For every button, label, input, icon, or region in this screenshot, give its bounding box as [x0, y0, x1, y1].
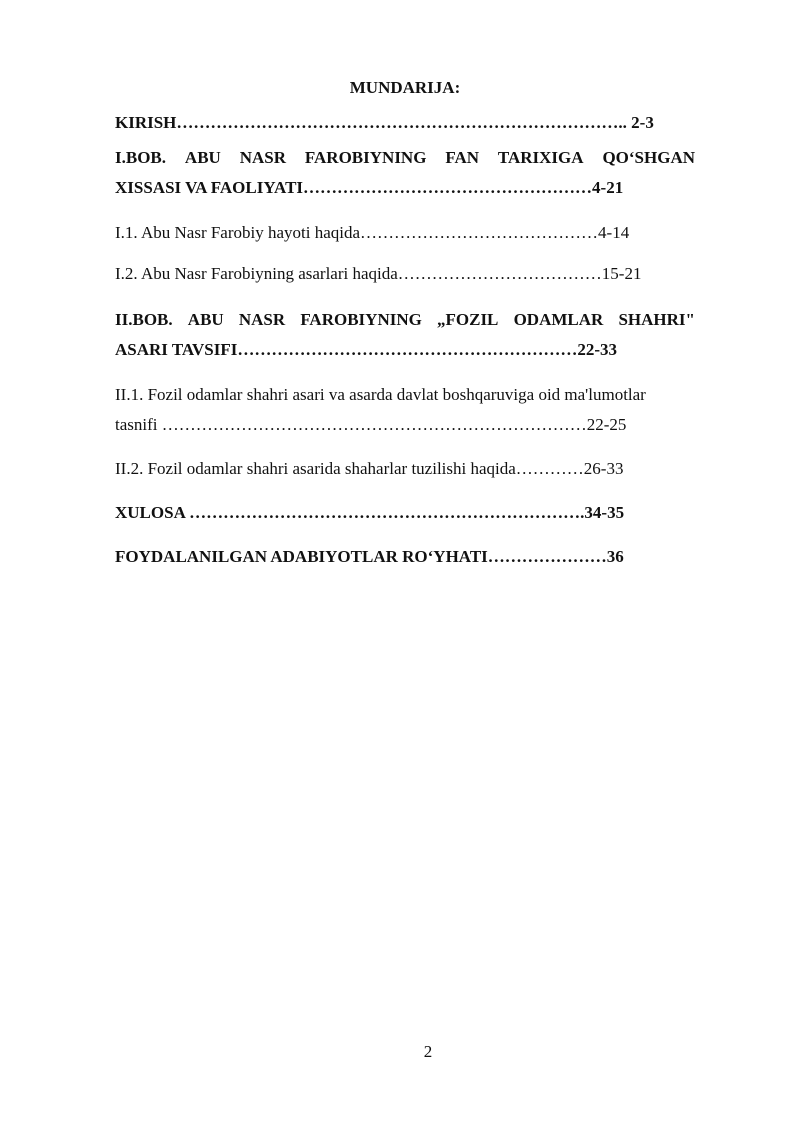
heading-word: II.BOB.	[115, 310, 173, 329]
heading-word: FAN	[445, 148, 480, 167]
toc-entry-bob1-line1	[115, 148, 695, 168]
toc-entry-adabiyotlar: FOYDALANILGAN ADABIYOTLAR RO‘YHATI…………………36	[115, 547, 624, 566]
heading-word: QO‘SHGAN	[602, 148, 695, 167]
heading-word: „FOZIL	[437, 310, 499, 329]
page-number: 2	[423, 1042, 433, 1061]
heading-word: I.BOB.	[115, 148, 167, 167]
heading-word: ABU	[187, 310, 224, 329]
toc-entry-1-2: I.2. Abu Nasr Farobiyning asarlari haqida………………………………15-21	[115, 264, 642, 283]
heading-word: ABU	[184, 148, 221, 167]
heading-word: ODAMLAR	[513, 310, 604, 329]
heading-word: NASR	[239, 148, 287, 167]
heading-word: FAROBIYNING	[304, 148, 427, 167]
toc-title: MUNDARIJA:	[349, 78, 461, 97]
heading-word: TARIXIGA	[497, 148, 584, 167]
toc-entry-2-1-line2: tasnifi …………………………………………………………………22-25	[115, 415, 627, 434]
heading-word: SHAHRI"	[618, 310, 695, 329]
toc-entry-2-1-line1: II.1. Fozil odamlar shahri asari va asarda davlat boshqaruviga oid ma'lumotlar	[115, 385, 646, 404]
toc-entry-bob2-line2: ASARI TAVSIFI……………………………………………………22-33	[115, 340, 618, 359]
toc-entry-bob2-line1	[115, 310, 695, 330]
heading-word: FAROBIYNING	[300, 310, 422, 329]
heading-word: NASR	[238, 310, 286, 329]
toc-entry-2-2: II.2. Fozil odamlar shahri asarida shaharlar tuzilishi haqida…………26-33	[115, 459, 624, 478]
toc-entry-kirish: KIRISH…………………………………………………………………….. 2-3	[115, 113, 654, 132]
toc-entry-1-1: I.1. Abu Nasr Farobiy hayoti haqida……………………………………4-14	[115, 223, 630, 242]
toc-entry-bob1-line2: XISSASI VA FAOLIYATI……………………………………………4-21	[115, 178, 624, 197]
toc-entry-xulosa: XULOSA …………………………………………………………….34-35	[115, 503, 625, 522]
